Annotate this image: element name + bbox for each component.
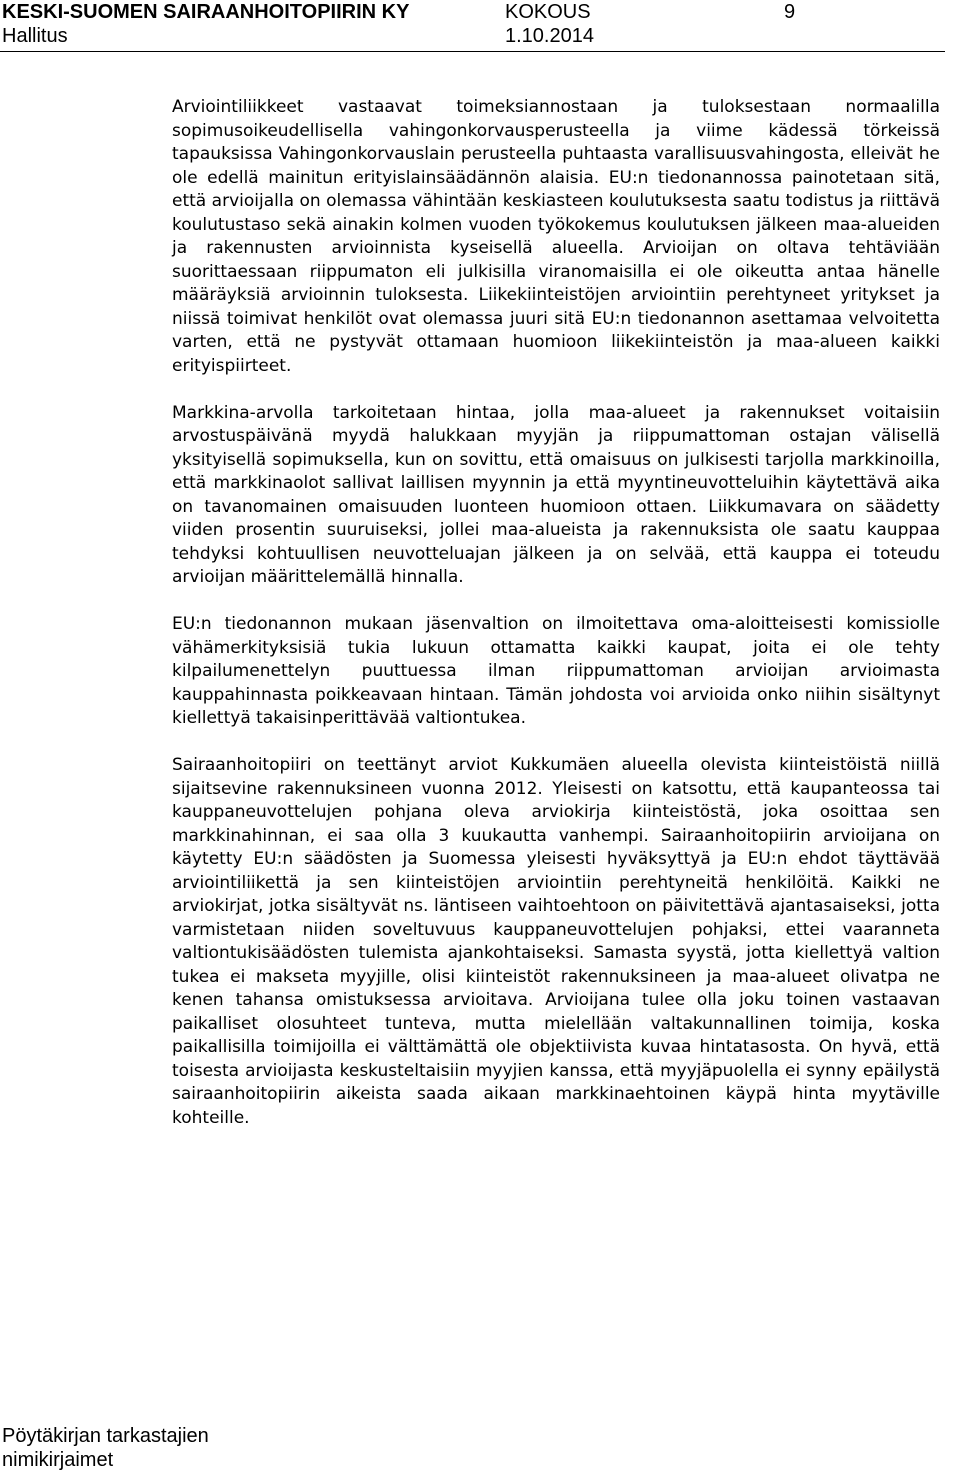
organization-name: KESKI-SUOMEN SAIRAANHOITOPIIRIN KY bbox=[2, 1, 410, 23]
document-type: KOKOUS bbox=[505, 1, 591, 23]
meeting-date: 1.10.2014 bbox=[505, 25, 594, 47]
page-header bbox=[0, 0, 960, 54]
footer-line-1: Pöytäkirjan tarkastajien bbox=[2, 1425, 209, 1447]
header-divider bbox=[0, 51, 945, 52]
page-footer bbox=[2, 1424, 209, 1472]
paragraph-district-appraisals: Sairaanhoitopiiri on teettänyt arviot Kukkumäen alueella olevista kiinteistöistä niillä sijaitsevine rakennuksineen vuonna 2012. Yleisesti on katsottu, että kaupanteossa tai kauppaneuvottelujen pohjana oleva arviokirja kiinteistöstä, joka osoittaa sen markkinahinnan, ei saa olla 3 kuukautta vanhempi. Sairaanhoitopiirin arvioijana on käytetty EU:n säädösten ja Suomessa yleisesti hyväksyttyä ja EU:n ehdot täyttävää arviointiliikettä ja sen kiinteistöjen arviointiin perehtyneitä henkilöitä. Kaikki ne arviokirjat, jotka sisältyvät ns. läntiseen vaihtoehtoon on päivitettävä ajantasaiseksi, jotta varmistetaan niiden soveltuvuus kauppaneuvottelujen pohjaksi, ettei vaaranneta valtiontukisäädösten tulemista ajankohtaiseksi. Samasta syystä, jotta kiellettyä valtion tukea ei makseta myyjille, olisi kiinteistöt rakennuksineen ja maa-alueet olivatpa ne kenen tahansa omistuksessa arvioitava. Arvioijana tulee olla joku toinen vastaavan paikalliset olosuhteet tunteva, mutta mielellään valtakunnallinen toimija, koska paikallisilla toimijoilla ei välttämättä ole objektiivista kuvaa hintatasosta. On hyvä, että toisesta arvioijasta keskusteltaisiin myyjien kanssa, että myyjäpuolella ei synny epäilystä sairaanhoitopiirin aikeista saada aikaan markkinaehtoinen käypä hinta myytäville kohteille. bbox=[172, 755, 940, 1128]
paragraph-appraiser-liability: Arviointiliikkeet vastaavat toimeksiannostaan ja tuloksestaan normaalilla sopimusoikeudellisella vahingonkorvausperusteella ja viime kädessä törkeissä tapauksissa Vahingonkorvauslain perusteella puhtaasta varallisuusvahingosta, elleivät he ole edellä mainitun erityislainsäädännön alaisia. EU:n tiedonannossa painotetaan sitä, että arvioijalla on olemassa vähintään keskiasteen koulutuksesta saatu todistus ja riittävä koulutustaso sekä ainakin kolmen vuoden työkokemus koulutuksen jälkeen maa-alueiden ja rakennusten arvioinnista kyseisellä alueella. Arvioijan on oltava tehtäviään suorittaessaan riippumaton eli julkisilla viranomaisilla ei ole oikeutta antaa hänelle määräyksiä arvioinnin tuloksesta. Liikekiinteistöjen arviointiin perehtyneet yritykset ja niissä toimivat henkilöt ovat olemassa juuri sitä EU:n tiedonannon asettamaa velvoitetta varten, että ne pystyvät ottamaan huomioon liikekiinteistön ja maa-alueen kaikki erityispiirteet. bbox=[172, 97, 940, 376]
document-body bbox=[172, 96, 940, 1154]
paragraph-market-value: Markkina-arvolla tarkoitetaan hintaa, jolla maa-alueet ja rakennukset voitaisiin arvostuspäivänä myydä halukkaan myyjän ja riippumattoman ostajan välisellä yksityisellä sopimuksella, kun on sovittu, että omaisuus on julkisesti tarjolla markkinoilla, että markkinaolot sallivat laillisen myynnin ja että myyntineuvotteluihin käytettävä aika on tavanomainen omaisuuden luonteen huomioon ottaen. Liikkumavara on säädetty viiden prosentin suuruiseksi, jollei maa-alueista ja rakennuksista ole saatu kauppaa tehdyksi kohtuullisen neuvotteluajan jälkeen ja on selvää, että kauppa ei toteudu arvioijan määrittelemällä hinnalla. bbox=[172, 402, 940, 587]
paragraph-commission-notification: EU:n tiedonannon mukaan jäsenvaltion on ilmoitettava oma-aloitteisesti komissiolle vähämerkityksisiä tukia lukuun ottamatta kaikki kaupat, joita ei ole tehty kilpailumenettelyn puuttuessa ilman riippumattoman arvioijan arvioimasta kauppahinnasta poikkeavaan hintaan. Tämän johdosta voi arvioida onko niihin sisältynyt kiellettyä takaisinperittävää valtiontukea. bbox=[172, 614, 940, 728]
page-number: 9 bbox=[784, 1, 796, 23]
governing-body: Hallitus bbox=[2, 25, 68, 47]
footer-line-2: nimikirjaimet bbox=[2, 1449, 114, 1471]
